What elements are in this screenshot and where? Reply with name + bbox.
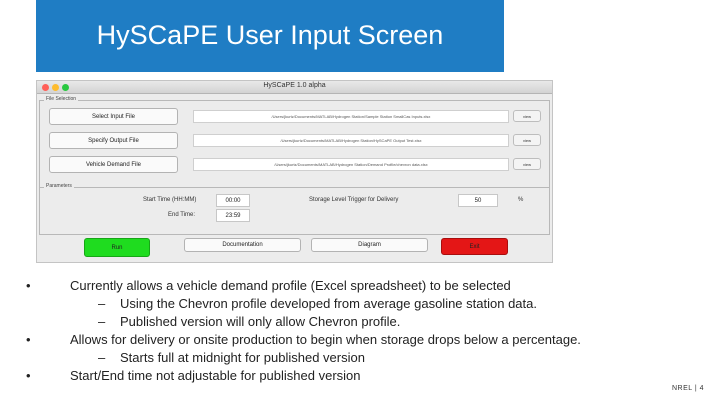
parameters-label: Parameters [46,183,72,189]
bullet-list [26,277,706,385]
storage-trigger-input[interactable]: 50 [458,194,498,207]
view-output-file-button[interactable]: view [513,134,541,146]
window-titlebar [37,81,552,94]
start-time-input[interactable]: 00:00 [216,194,250,207]
file-selection-group [39,96,550,188]
slide-footer: NREL | 4 [671,385,704,392]
specify-output-file-button[interactable]: Specify Output File [49,132,178,149]
bullet-item [26,367,706,385]
slide-title: HySCaPE User Input Screen [96,20,444,50]
bullet-text: Currently allows a vehicle demand profile (Excel spreadsheet) to be selected [70,278,511,293]
app-window [36,80,553,263]
file-selection-label: File Selection [46,96,77,102]
diagram-button[interactable]: Diagram [311,238,428,252]
vehicle-demand-file-button[interactable]: Vehicle Demand File [49,156,178,173]
sub-bullet-text: Published version will only allow Chevron profile. [120,314,401,329]
parameters-group [39,183,550,235]
storage-trigger-unit: % [518,197,524,203]
bullet-mark: • [26,332,31,347]
bullet-text: Allows for delivery or onsite production to begin when storage drops below a percentage. [70,332,581,347]
bullet-mark: • [26,368,31,383]
sub-bullet-item [26,295,706,313]
end-time-label: End Time: [168,212,196,218]
sub-bullet-mark: – [98,350,106,365]
start-time-label: Start Time (HH:MM) [143,197,197,203]
view-vehicle-demand-file-button[interactable]: view [513,158,541,170]
storage-trigger-label: Storage Level Trigger for Delivery [309,197,399,203]
output-file-path: /Users/jkurtz/Documents/MATLAB/Hydrogen Station/HySCaPE Output Test.xlsx [193,134,509,147]
bullet-text: Start/End time not adjustable for published version [70,368,361,383]
sub-bullet-mark: – [98,296,106,311]
exit-button[interactable]: Exit [441,238,508,255]
sub-bullet-text: Starts full at midnight for published version [120,350,365,365]
input-file-path: /Users/jkurtz/Documents/MATLAB/Hydrogen Station/Sample Station SmallCas Inputs.xlsx [193,110,509,123]
bullet-item [26,277,706,295]
sub-bullet-mark: – [98,314,106,329]
select-input-file-button[interactable]: Select Input File [49,108,178,125]
bullet-mark: • [26,278,31,293]
view-input-file-button[interactable]: view [513,110,541,122]
end-time-input[interactable]: 23:59 [216,209,250,222]
sub-bullet-item [26,313,706,331]
sub-bullet-item [26,349,706,367]
documentation-button[interactable]: Documentation [184,238,301,252]
run-button[interactable]: Run [84,238,150,257]
bullet-item [26,331,706,349]
title-banner [36,0,504,72]
window-title: HySCaPE 1.0 alpha [263,82,326,89]
sub-bullet-text: Using the Chevron profile developed from average gasoline station data. [120,296,537,311]
vehicle-demand-file-path: /Users/jkurtz/Documents/MATLAB/Hydrogen Station/Demand Profile/chevron data.xlsx [193,158,509,171]
